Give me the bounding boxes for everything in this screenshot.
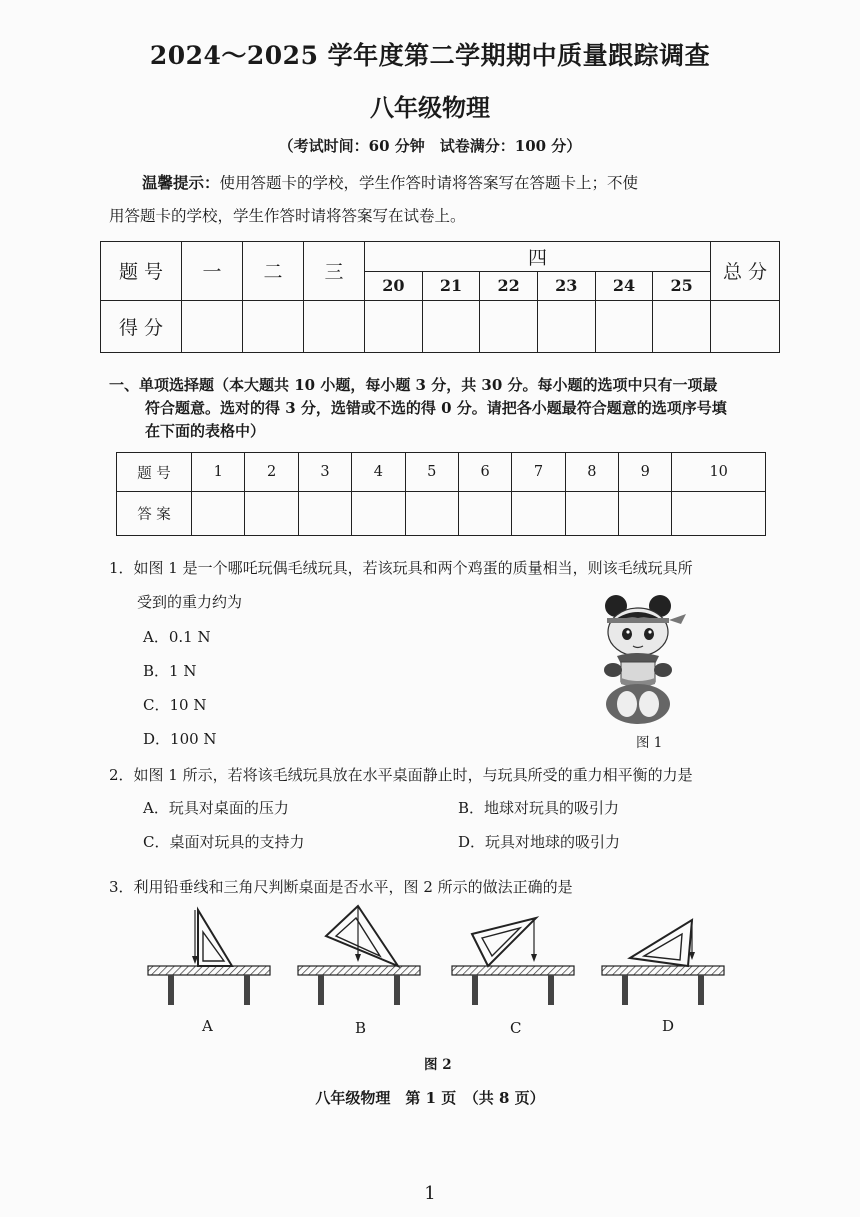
- answer-number: 5: [405, 453, 458, 492]
- q2-option-c: C．桌面对玩具的支持力: [143, 833, 305, 851]
- score-cell[interactable]: [595, 300, 653, 352]
- score-cell[interactable]: [422, 300, 480, 352]
- answer-number: 2: [245, 453, 298, 492]
- score-section-3: 三: [304, 242, 365, 301]
- figure-2-label-d: D: [662, 1017, 675, 1035]
- figure-2-caption: 图 2: [424, 1057, 452, 1073]
- section-1-line-1: 一、单项选择题（本大题共 10 小题，每小题 3 分，共 30 分。每小题的选项中只有一项最: [109, 376, 718, 394]
- tip-line-1: [142, 171, 638, 193]
- q3-text: 3．利用铅垂线和三角尺判断桌面是否水平，图 2 所示的做法正确的是: [109, 878, 573, 896]
- answer-cell[interactable]: [672, 492, 766, 536]
- answer-number: 10: [672, 453, 766, 492]
- answer-cell[interactable]: [192, 492, 245, 536]
- answer-number: 6: [458, 453, 511, 492]
- answer-cell[interactable]: [405, 492, 458, 536]
- score-cell[interactable]: [304, 300, 365, 352]
- figure-1-caption: 图 1: [636, 735, 663, 751]
- answer-row-label: 答 案: [117, 492, 192, 536]
- score-item-22: 22: [480, 272, 538, 300]
- answer-cell[interactable]: [458, 492, 511, 536]
- section-1-heading: [109, 374, 799, 443]
- diagram-b: [298, 906, 420, 1005]
- answer-cell[interactable]: [298, 492, 351, 536]
- answer-cell[interactable]: [512, 492, 565, 536]
- answer-cell[interactable]: [245, 492, 298, 536]
- page-footer: 八年级物理 第 1 页 （共 8 页）: [315, 1089, 545, 1107]
- score-total-cell[interactable]: [711, 300, 780, 352]
- score-cell[interactable]: [243, 300, 304, 352]
- answer-number: 9: [619, 453, 672, 492]
- section-1-line-3: 在下面的表格中）: [145, 422, 266, 440]
- q1-line-1: 1．如图 1 是一个哪吒玩偶毛绒玩具，若该玩具和两个鸡蛋的质量相当，则该毛绒玩具所: [109, 559, 693, 577]
- answer-number: 8: [565, 453, 618, 492]
- diagram-d: [602, 920, 724, 1005]
- answer-cell[interactable]: [565, 492, 618, 536]
- q2-option-b: B．地球对玩具的吸引力: [458, 799, 620, 817]
- figure-2-diagrams: [140, 900, 740, 1010]
- score-section-1: 一: [182, 242, 243, 301]
- q2-option-a: A．玩具对桌面的压力: [143, 799, 289, 817]
- answer-number: 4: [352, 453, 405, 492]
- answer-number: 1: [192, 453, 245, 492]
- score-row-label: 得 分: [101, 300, 182, 352]
- nezha-plush-figure: [583, 594, 693, 729]
- page-number: 1: [424, 1183, 436, 1204]
- answer-cell[interactable]: [619, 492, 672, 536]
- q2-option-d: D．玩具对地球的吸引力: [458, 833, 621, 851]
- q2-text: 2．如图 1 所示，若将该毛绒玩具放在水平桌面静止时，与玩具所受的重力相平衡的力是: [109, 766, 693, 784]
- diagram-a: [148, 910, 270, 1005]
- score-cell[interactable]: [365, 300, 423, 352]
- answer-cell[interactable]: [352, 492, 405, 536]
- score-item-21: 21: [422, 272, 480, 300]
- answer-number: 3: [298, 453, 351, 492]
- tip-label: 温馨提示：: [142, 173, 220, 192]
- score-item-25: 25: [653, 272, 711, 300]
- score-section-2: 二: [243, 242, 304, 301]
- figure-2-label-b: B: [355, 1019, 367, 1037]
- figure-2-label-a: A: [202, 1017, 213, 1035]
- score-total-label: 总 分: [711, 242, 780, 301]
- q1-option-b: B．1 N: [143, 662, 197, 680]
- score-cell[interactable]: [653, 300, 711, 352]
- score-table: [100, 241, 780, 353]
- answer-header-label: 题 号: [117, 453, 192, 492]
- exam-title: 2024～2025 学年度第二学期期中质量跟踪调查: [149, 41, 711, 70]
- score-section-4: 四: [365, 242, 711, 272]
- q1-option-a: A．0.1 N: [143, 628, 211, 646]
- score-item-24: 24: [595, 272, 653, 300]
- q1-option-c: C．10 N: [143, 696, 207, 714]
- exam-info: （考试时间：60 分钟 试卷满分：100 分）: [278, 137, 582, 155]
- exam-subject: 八年级物理: [370, 93, 490, 122]
- q1-option-d: D．100 N: [143, 730, 217, 748]
- score-item-20: 20: [365, 272, 423, 300]
- figure-2-label-c: C: [510, 1019, 522, 1037]
- score-cell[interactable]: [182, 300, 243, 352]
- score-cell[interactable]: [480, 300, 538, 352]
- answer-number: 7: [512, 453, 565, 492]
- section-1-line-2: 符合题意。选对的得 3 分，选错或不选的得 0 分。请把各小题最符合题意的选项序号填: [145, 399, 727, 417]
- score-item-23: 23: [537, 272, 595, 300]
- q1-line-2: 受到的重力约为: [137, 593, 243, 611]
- tip-line-2: 用答题卡的学校，学生作答时请将答案写在试卷上。: [109, 207, 466, 225]
- tip-text-1: 使用答题卡的学校，学生作答时请将答案写在答题卡上；不使: [219, 174, 639, 192]
- score-cell[interactable]: [537, 300, 595, 352]
- score-header-label: 题 号: [101, 242, 182, 301]
- answer-table: [116, 452, 766, 536]
- diagram-c: [452, 918, 574, 1005]
